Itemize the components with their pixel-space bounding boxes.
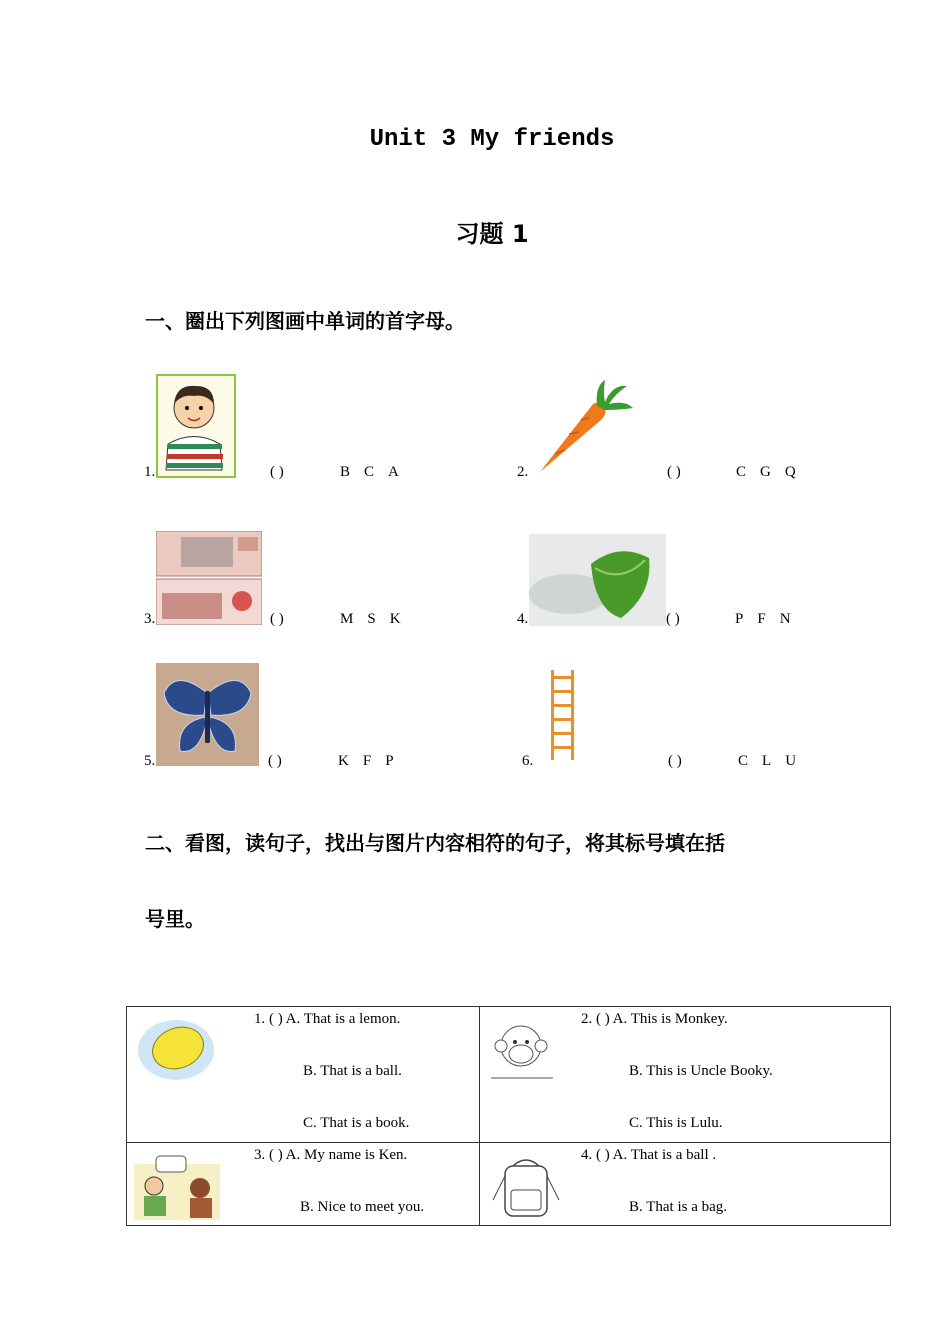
q1-question: 1. ( ) A. That is a lemon.	[254, 1011, 401, 1027]
option[interactable]: N	[779, 611, 791, 627]
question-cell-2	[480, 1007, 891, 1143]
boy-icon	[156, 374, 236, 478]
q4-option-b: B. That is a bag.	[629, 1199, 728, 1215]
butterfly-icon	[156, 663, 259, 766]
option[interactable]: C	[738, 753, 749, 769]
option[interactable]: M	[340, 611, 354, 627]
page-subtitle: 习题 1	[455, 220, 529, 248]
q3-question: 3. ( ) A. My name is Ken.	[254, 1147, 408, 1163]
option[interactable]: Q	[784, 464, 796, 480]
option[interactable]: P	[735, 611, 744, 627]
q2-question: 2. ( ) A. This is Monkey.	[581, 1011, 728, 1027]
option[interactable]: P	[385, 753, 394, 769]
item4-number: 4.	[517, 611, 529, 627]
item4-paren[interactable]: ( )	[666, 611, 680, 627]
bag-icon	[491, 1156, 561, 1225]
q1-option-b: B. That is a ball.	[303, 1063, 402, 1079]
option[interactable]: B	[340, 464, 351, 480]
question-cell-1	[127, 1007, 480, 1143]
q4-question: 4. ( ) A. That is a ball .	[581, 1147, 717, 1163]
section2-heading-line2: 号里。	[145, 907, 205, 931]
question-cell-4	[480, 1143, 891, 1226]
question-table	[126, 1006, 891, 1226]
ladder-icon	[549, 670, 577, 760]
item2-paren[interactable]: ( )	[667, 464, 681, 480]
item3-paren[interactable]: ( )	[270, 611, 284, 627]
item3-number: 3.	[144, 611, 156, 627]
monkey-icon	[491, 1018, 555, 1085]
item2-number: 2.	[517, 464, 529, 480]
item5-options	[338, 753, 408, 770]
section1-heading: 一、圈出下列图画中单词的首字母。	[145, 309, 465, 333]
section2-heading-line1: 二、看图，读句子，找出与图片内容相符的句子，将其标号填在括	[145, 831, 725, 855]
item1-number: 1.	[144, 464, 156, 480]
option[interactable]: C	[736, 464, 747, 480]
option[interactable]: C	[364, 464, 375, 480]
option[interactable]: A	[388, 464, 399, 480]
item1-options	[340, 464, 413, 481]
item4-options	[735, 611, 805, 628]
greeting-icon	[134, 1154, 220, 1225]
item6-paren[interactable]: ( )	[668, 753, 682, 769]
q2-option-b: B. This is Uncle Booky.	[629, 1063, 773, 1079]
option[interactable]: L	[762, 753, 772, 769]
option[interactable]: F	[362, 753, 372, 769]
option[interactable]: G	[760, 464, 771, 480]
item3-options	[340, 611, 415, 628]
item2-options	[736, 464, 810, 481]
q2-option-c: C. This is Lulu.	[629, 1115, 723, 1131]
option[interactable]: S	[367, 611, 376, 627]
option[interactable]: K	[338, 753, 349, 769]
item5-number: 5.	[144, 753, 156, 769]
item5-paren[interactable]: ( )	[268, 753, 282, 769]
carrot-icon	[535, 376, 635, 476]
item6-number: 6.	[522, 753, 534, 769]
option[interactable]: U	[785, 753, 797, 769]
leaf-icon	[529, 534, 666, 626]
question-cell-3	[127, 1143, 480, 1226]
q3-option-b: B. Nice to meet you.	[300, 1199, 425, 1215]
item6-options	[738, 753, 810, 770]
lemon-icon	[136, 1012, 218, 1089]
q1-option-c: C. That is a book.	[303, 1115, 410, 1131]
item1-paren[interactable]: ( )	[270, 464, 284, 480]
money-icon	[156, 531, 262, 625]
option[interactable]: K	[389, 611, 401, 627]
option[interactable]: F	[757, 611, 766, 627]
page-title: Unit 3 My friends	[369, 126, 615, 153]
